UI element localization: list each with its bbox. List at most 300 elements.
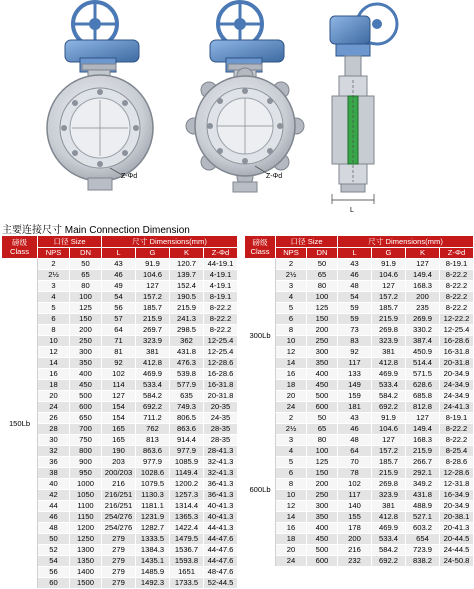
table-cell: 977.9 — [170, 446, 204, 457]
table-cell: 2 — [38, 259, 70, 270]
table-cell: 279 — [102, 545, 136, 556]
table-cell: 1150 — [70, 512, 102, 523]
table-cell: 56 — [102, 303, 136, 314]
table-cell: 50 — [307, 413, 338, 424]
table-cell: 1350 — [70, 556, 102, 567]
table-cell: 14 — [276, 512, 307, 523]
table-row — [2, 314, 238, 325]
table-cell: 279 — [102, 556, 136, 567]
table-cell: 1250 — [70, 534, 102, 545]
table-cell: 125 — [307, 457, 338, 468]
table-cell: 50 — [307, 259, 338, 270]
table-cell: 91.9 — [372, 413, 406, 424]
table-row — [2, 259, 238, 270]
table-cell: 1422.4 — [170, 523, 204, 534]
table-cell: 300 — [70, 347, 102, 358]
table-cell: 1085.9 — [170, 457, 204, 468]
table-cell: 323.9 — [372, 336, 406, 347]
table-cell: 44-47.6 — [204, 545, 238, 556]
table-cell: 1593.8 — [170, 556, 204, 567]
table-cell: 102 — [102, 369, 136, 380]
table-cell: 654 — [406, 534, 440, 545]
table-cell: 30 — [38, 435, 70, 446]
table-row — [2, 325, 238, 336]
table-cell: 12-28.6 — [440, 468, 474, 479]
table-cell: 140 — [338, 501, 372, 512]
table-cell: 32 — [38, 446, 70, 457]
table-cell: 450 — [70, 380, 102, 391]
table-cell: 64 — [102, 325, 136, 336]
table-cell: 863.6 — [136, 446, 170, 457]
table-cell: 8-22.2 — [440, 424, 474, 435]
valve-side-view — [330, 4, 397, 214]
table-cell: 323.9 — [136, 336, 170, 347]
table-cell: 32-41.3 — [204, 468, 238, 479]
table-cell: 2½ — [276, 270, 307, 281]
table-cell: 40 — [38, 479, 70, 490]
table-cell: 49 — [102, 281, 136, 292]
table-cell: 400 — [307, 369, 338, 380]
table-cell: 40-41.3 — [204, 512, 238, 523]
table-cell: 250 — [307, 490, 338, 501]
table-cell: 381 — [136, 347, 170, 358]
table-cell: 279 — [102, 578, 136, 589]
table-cell: 154 — [102, 413, 136, 424]
table-row — [245, 292, 474, 303]
table-cell: 185.7 — [372, 303, 406, 314]
table-cell: 150 — [307, 468, 338, 479]
table-row — [245, 391, 474, 402]
table-cell: 149.4 — [406, 270, 440, 281]
class-cell: 600Lb — [245, 413, 276, 567]
table-cell: 584.2 — [372, 545, 406, 556]
table-cell: 2 — [276, 259, 307, 270]
table-cell: 1079.5 — [136, 479, 170, 490]
section-title: 主要连接尺寸 Main Connection Dimension — [2, 225, 190, 236]
table-cell: 914.4 — [170, 435, 204, 446]
table-cell: 139.7 — [170, 270, 204, 281]
table-cell: 114 — [102, 380, 136, 391]
table-cell: 16-34.9 — [440, 490, 474, 501]
table-cell: 500 — [307, 545, 338, 556]
table-row — [245, 358, 474, 369]
table-cell: 500 — [70, 391, 102, 402]
table-cell: 83 — [338, 336, 372, 347]
table-cell: 64 — [338, 446, 372, 457]
table-cell: 514.4 — [406, 358, 440, 369]
table-cell: 1300 — [70, 545, 102, 556]
table-cell: 8-22.2 — [440, 303, 474, 314]
table-cell: 36-41.3 — [204, 490, 238, 501]
table-cell: 269.9 — [406, 314, 440, 325]
table-row — [245, 490, 474, 501]
table-cell: 250 — [307, 336, 338, 347]
table-cell: 900 — [70, 457, 102, 468]
table-cell: 8-25.4 — [440, 446, 474, 457]
table-cell: 1536.7 — [170, 545, 204, 556]
table-cell: 20-35 — [204, 402, 238, 413]
table-cell: 527.1 — [406, 512, 440, 523]
table-cell: 300 — [307, 501, 338, 512]
table-cell: 43 — [338, 413, 372, 424]
table-cell: 200/203 — [102, 468, 136, 479]
table-row — [2, 446, 238, 457]
size-header: 口径 Size — [276, 236, 338, 248]
table-cell: 92 — [102, 358, 136, 369]
table-cell: 400 — [307, 523, 338, 534]
table-cell: 48 — [338, 435, 372, 446]
table-cell: 269.7 — [136, 325, 170, 336]
table-cell: 20 — [276, 545, 307, 556]
table-cell: 863.6 — [170, 424, 204, 435]
table-cell: 178 — [338, 523, 372, 534]
col-header-k: K — [170, 248, 204, 259]
table-cell: 650 — [70, 413, 102, 424]
table-cell: 571.5 — [406, 369, 440, 380]
table-cell: 157.2 — [372, 292, 406, 303]
table-cell: 279 — [102, 567, 136, 578]
table-cell: 685.8 — [406, 391, 440, 402]
table-cell: 52 — [38, 545, 70, 556]
table-cell: 70 — [338, 457, 372, 468]
table-cell: 762 — [136, 424, 170, 435]
table-cell: 14 — [38, 358, 70, 369]
table-row — [2, 380, 238, 391]
table-row — [2, 567, 238, 578]
table-cell: 216 — [338, 545, 372, 556]
table-cell: 50 — [38, 534, 70, 545]
table-cell: 165 — [102, 424, 136, 435]
table-cell: 8-22.2 — [204, 325, 238, 336]
table-cell: 190 — [102, 446, 136, 457]
table-cell: 476.3 — [170, 358, 204, 369]
table-row — [2, 534, 238, 545]
table-cell: 20-34.9 — [440, 501, 474, 512]
table-cell: 81 — [102, 347, 136, 358]
col-header-g: G — [136, 248, 170, 259]
table-cell: 185.7 — [136, 303, 170, 314]
table-cell: 977.9 — [136, 457, 170, 468]
table-cell: 65 — [70, 270, 102, 281]
table-cell: 469.9 — [372, 369, 406, 380]
table-cell: 60 — [38, 578, 70, 589]
col-header-g: G — [372, 248, 406, 259]
table-row — [245, 270, 474, 281]
dim-label-l: L — [350, 207, 354, 214]
table-cell: 1314.4 — [170, 501, 204, 512]
col-header-dn: DN — [307, 248, 338, 259]
table-cell: 16-28.6 — [204, 369, 238, 380]
table-cell: 1400 — [70, 567, 102, 578]
table-cell: 1028.6 — [136, 468, 170, 479]
table-cell: 149.4 — [406, 424, 440, 435]
table-row — [2, 336, 238, 347]
table-cell: 168.3 — [406, 435, 440, 446]
table-cell: 20 — [38, 391, 70, 402]
table-row — [2, 281, 238, 292]
table-cell: 127 — [136, 281, 170, 292]
table-cell: 469.9 — [136, 369, 170, 380]
table-row — [245, 347, 474, 358]
table-cell: 127 — [102, 391, 136, 402]
table-cell: 1435.1 — [136, 556, 170, 567]
table-cell: 32-41.3 — [204, 457, 238, 468]
table-cell: 4-19.1 — [204, 270, 238, 281]
table-cell: 48 — [338, 281, 372, 292]
table-cell: 600 — [70, 402, 102, 413]
table-row — [245, 446, 474, 457]
table-row — [2, 501, 238, 512]
table-cell: 127 — [406, 259, 440, 270]
table-cell: 117 — [338, 490, 372, 501]
table-cell: 133 — [338, 369, 372, 380]
table-cell: 28 — [38, 424, 70, 435]
table-cell: 628.6 — [406, 380, 440, 391]
table-row — [245, 534, 474, 545]
table-cell: 20-41.3 — [440, 523, 474, 534]
table-row — [2, 435, 238, 446]
table-cell: 362 — [170, 336, 204, 347]
table-row — [2, 413, 238, 424]
table-cell: 350 — [70, 358, 102, 369]
table-cell: 57 — [102, 314, 136, 325]
table-cell: 10 — [276, 336, 307, 347]
table-row — [2, 402, 238, 413]
table-cell: 8-22.2 — [440, 435, 474, 446]
table-cell: 412.8 — [372, 358, 406, 369]
table-cell: 43 — [102, 259, 136, 270]
table-cell: 127 — [372, 435, 406, 446]
class-header: 磅级 Class — [245, 236, 276, 259]
table-cell: 812.8 — [406, 402, 440, 413]
dim-label-zd-1: Z-Φd — [121, 173, 138, 180]
table-cell: 78 — [338, 468, 372, 479]
table-cell: 350 — [307, 512, 338, 523]
class-header: 磅级 Class — [2, 236, 38, 259]
table-row — [245, 501, 474, 512]
table-row — [2, 457, 238, 468]
table-cell: 46 — [338, 424, 372, 435]
table-cell: 5 — [38, 303, 70, 314]
table-cell: 5 — [276, 303, 307, 314]
table-cell: 65 — [307, 270, 338, 281]
table-cell: 12 — [276, 501, 307, 512]
table-cell: 20-44.5 — [440, 534, 474, 545]
table-cell: 412.8 — [136, 358, 170, 369]
table-cell: 155 — [338, 512, 372, 523]
table-cell: 59 — [338, 314, 372, 325]
table-cell: 254/276 — [102, 523, 136, 534]
table-cell: 40-41.3 — [204, 501, 238, 512]
table-row — [245, 325, 474, 336]
table-cell: 12-25.4 — [204, 336, 238, 347]
table-cell: 279 — [102, 534, 136, 545]
table-row — [245, 435, 474, 446]
table-cell: 20-38.1 — [440, 512, 474, 523]
table-cell: 711.2 — [136, 413, 170, 424]
table-cell: 203 — [102, 457, 136, 468]
table-cell: 5 — [276, 457, 307, 468]
table-cell: 43 — [338, 259, 372, 270]
table-cell: 813 — [136, 435, 170, 446]
table-cell: 235 — [406, 303, 440, 314]
class-cell: 300Lb — [245, 259, 276, 413]
table-cell: 12-25.4 — [204, 347, 238, 358]
table-cell: 44 — [38, 501, 70, 512]
table-cell: 92 — [338, 347, 372, 358]
table-cell: 450 — [307, 534, 338, 545]
table-cell: 533.4 — [372, 534, 406, 545]
table-row — [2, 270, 238, 281]
table-cell: 1200.2 — [170, 479, 204, 490]
table-cell: 1257.3 — [170, 490, 204, 501]
table-row — [2, 512, 238, 523]
table-cell: 24-35 — [204, 413, 238, 424]
table-cell: 692.2 — [136, 402, 170, 413]
table-cell: 330.2 — [406, 325, 440, 336]
table-row — [245, 545, 474, 556]
table-cell: 54 — [102, 292, 136, 303]
table-row — [2, 545, 238, 556]
table-cell: 8-22.2 — [440, 292, 474, 303]
table-cell: 1485.9 — [136, 567, 170, 578]
table-cell: 102 — [338, 479, 372, 490]
table-cell: 10 — [38, 336, 70, 347]
table-cell: 16-28.6 — [440, 336, 474, 347]
table-cell: 692.2 — [372, 402, 406, 413]
table-cell: 8-22.2 — [440, 270, 474, 281]
table-cell: 1130.3 — [136, 490, 170, 501]
table-cell: 157.2 — [372, 446, 406, 457]
table-row — [245, 479, 474, 490]
table-cell: 1492.3 — [136, 578, 170, 589]
table-cell: 80 — [307, 435, 338, 446]
table-cell: 216/251 — [102, 501, 136, 512]
table-cell: 12-31.8 — [440, 479, 474, 490]
table-cell: 603.2 — [406, 523, 440, 534]
valve-front-view-wafer — [47, 2, 153, 190]
table-cell: 46 — [38, 512, 70, 523]
table-cell: 42 — [38, 490, 70, 501]
table-cell: 200 — [307, 325, 338, 336]
table-cell: 8-22.2 — [204, 303, 238, 314]
table-cell: 91.9 — [136, 259, 170, 270]
table-cell: 1050 — [70, 490, 102, 501]
table-cell: 1000 — [70, 479, 102, 490]
table-cell: 56 — [38, 567, 70, 578]
dimension-table-150lb — [1, 235, 238, 589]
table-cell: 216/251 — [102, 490, 136, 501]
table-cell: 469.9 — [372, 523, 406, 534]
table-cell: 24-34.9 — [440, 391, 474, 402]
table-cell: 8-19.1 — [204, 292, 238, 303]
table-cell: 104.6 — [136, 270, 170, 281]
table-cell: 692.2 — [372, 556, 406, 567]
table-cell: 431.8 — [170, 347, 204, 358]
valve-drawings — [0, 0, 474, 215]
table-row — [245, 259, 474, 270]
table-cell: 1231.9 — [136, 512, 170, 523]
table-body — [245, 259, 474, 567]
table-cell: 24-41.3 — [440, 402, 474, 413]
table-row — [245, 457, 474, 468]
table-cell: 20-31.8 — [440, 358, 474, 369]
table-cell: 185.7 — [372, 457, 406, 468]
table-cell: 269.8 — [372, 325, 406, 336]
table-row — [245, 424, 474, 435]
table-cell: 200 — [70, 325, 102, 336]
table-cell: 54 — [338, 292, 372, 303]
table-cell: 300 — [307, 347, 338, 358]
table-cell: 200 — [406, 292, 440, 303]
table-cell: 73 — [338, 325, 372, 336]
table-row — [2, 468, 238, 479]
table-cell: 584.2 — [372, 391, 406, 402]
table-row — [245, 523, 474, 534]
col-header-zd: Z-Φd — [440, 248, 474, 259]
table-cell: 181 — [338, 402, 372, 413]
table-cell: 1181.1 — [136, 501, 170, 512]
table-cell: 48-47.6 — [204, 567, 238, 578]
table-cell: 700 — [70, 424, 102, 435]
col-header-nps: NPS — [38, 248, 70, 259]
table-cell: 16-31.8 — [204, 380, 238, 391]
table-cell: 269.8 — [372, 479, 406, 490]
table-cell: 8-22.2 — [440, 281, 474, 292]
table-cell: 12-28.6 — [204, 358, 238, 369]
table-cell: 159 — [338, 391, 372, 402]
table-row — [245, 314, 474, 325]
table-cell: 120.7 — [170, 259, 204, 270]
table-cell: 20-34.9 — [440, 369, 474, 380]
table-cell: 165 — [102, 435, 136, 446]
table-row — [245, 303, 474, 314]
dim-label-zd-2: Z-Φd — [266, 173, 283, 180]
table-row — [2, 391, 238, 402]
table-cell: 1384.3 — [136, 545, 170, 556]
table-cell: 254/276 — [102, 512, 136, 523]
table-cell: 577.9 — [170, 380, 204, 391]
table-cell: 157.2 — [136, 292, 170, 303]
table-cell: 232 — [338, 556, 372, 567]
table-cell: 533.4 — [136, 380, 170, 391]
table-row — [245, 281, 474, 292]
table-cell: 387.4 — [406, 336, 440, 347]
table-cell: 4 — [38, 292, 70, 303]
table-row — [245, 402, 474, 413]
table-cell: 838.2 — [406, 556, 440, 567]
table-cell: 28-35 — [204, 435, 238, 446]
table-row — [245, 369, 474, 380]
table-cell: 241.3 — [170, 314, 204, 325]
table-cell: 65 — [307, 424, 338, 435]
table-cell: 28-41.3 — [204, 446, 238, 457]
table-cell: 215.9 — [372, 468, 406, 479]
table-row — [2, 424, 238, 435]
table-cell: 539.8 — [170, 369, 204, 380]
table-row — [2, 479, 238, 490]
table-cell: 8 — [38, 325, 70, 336]
table-cell: 215.9 — [406, 446, 440, 457]
table-cell: 104.6 — [372, 424, 406, 435]
table-cell: 3 — [276, 281, 307, 292]
table-cell: 323.9 — [372, 490, 406, 501]
table-cell: 200 — [338, 534, 372, 545]
table-cell: 24-44.5 — [440, 545, 474, 556]
table-cell: 16 — [38, 369, 70, 380]
size-header: 口径 Size — [38, 236, 102, 248]
table-cell: 292.1 — [406, 468, 440, 479]
